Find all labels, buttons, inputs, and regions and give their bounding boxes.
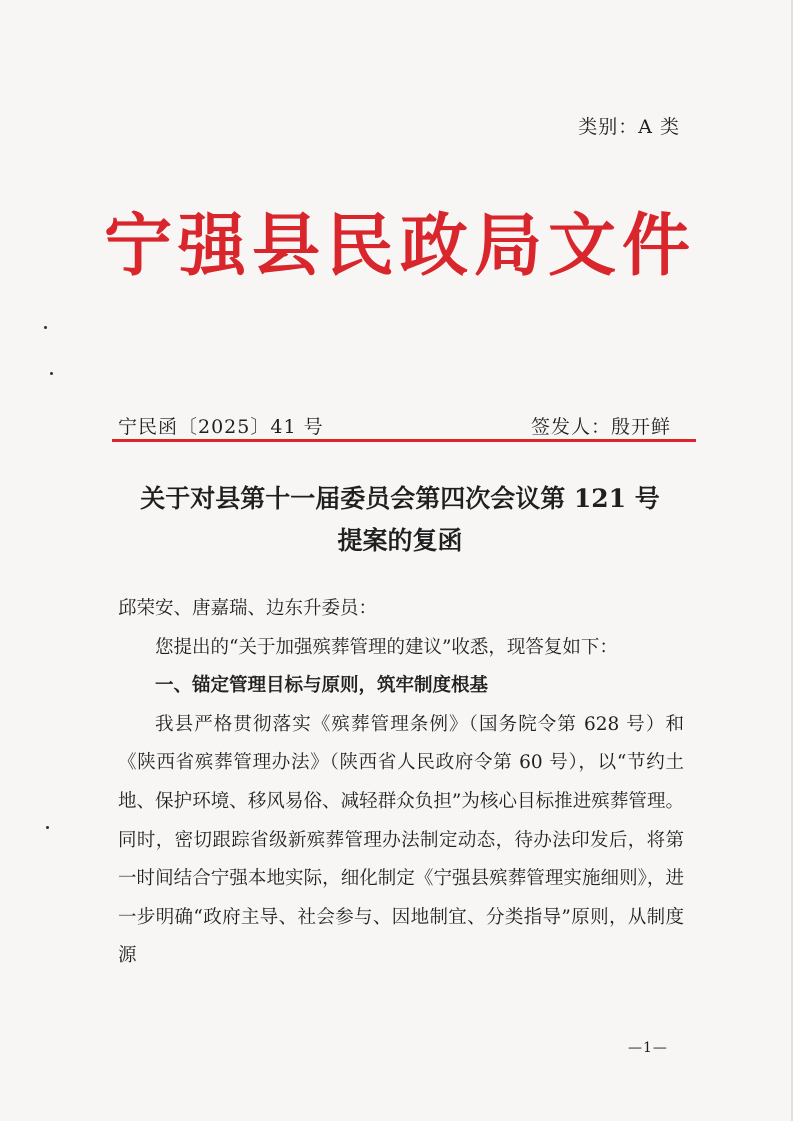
document-title bbox=[100, 478, 700, 562]
title-line-1: 关于对县第十一届委员会第四次会议第 121 号 bbox=[140, 484, 660, 513]
scan-speck bbox=[44, 326, 47, 329]
section-1-paragraph: 我县严格贯彻落实《殡葬管理条例》（国务院令第 628 号）和《陕西省殡葬管理办法》（陕西省人民政府令第 60 号），以“节约土地、保护环境、移风易俗、减轻群众负担”为核心目标推进殡葬管理。同时，密切跟踪省级新殡葬管理办法制定动态，待办法印发后，将第一时间结合宁强本地实际，细化制定《宁强县殡葬管理实施细则》，进一步明确“政府主导、社会参与、因地制宜、分类指导”原则，从制度源 bbox=[118, 713, 684, 967]
document-body bbox=[118, 590, 684, 976]
page-number: —1— bbox=[628, 1040, 668, 1056]
document-masthead: 宁强县民政局文件 bbox=[103, 207, 696, 286]
scan-speck bbox=[46, 826, 49, 829]
intro-paragraph: 您提出的“关于加强殡葬管理的建议”收悉，现答复如下： bbox=[155, 636, 618, 658]
red-separator-rule bbox=[112, 439, 696, 442]
title-line-2: 提案的复函 bbox=[337, 526, 463, 555]
section-1-heading: 一、锚定管理目标与原则，筑牢制度根基 bbox=[155, 675, 489, 697]
salutation: 邱荣安、唐嘉瑞、边东升委员： bbox=[118, 598, 378, 619]
scan-speck bbox=[50, 372, 53, 375]
document-category: 类别：A 类 bbox=[578, 116, 680, 138]
issuer-signature: 签发人：殷开鲜 bbox=[530, 416, 671, 438]
document-number: 宁民函〔2025〕41 号 bbox=[118, 416, 324, 438]
